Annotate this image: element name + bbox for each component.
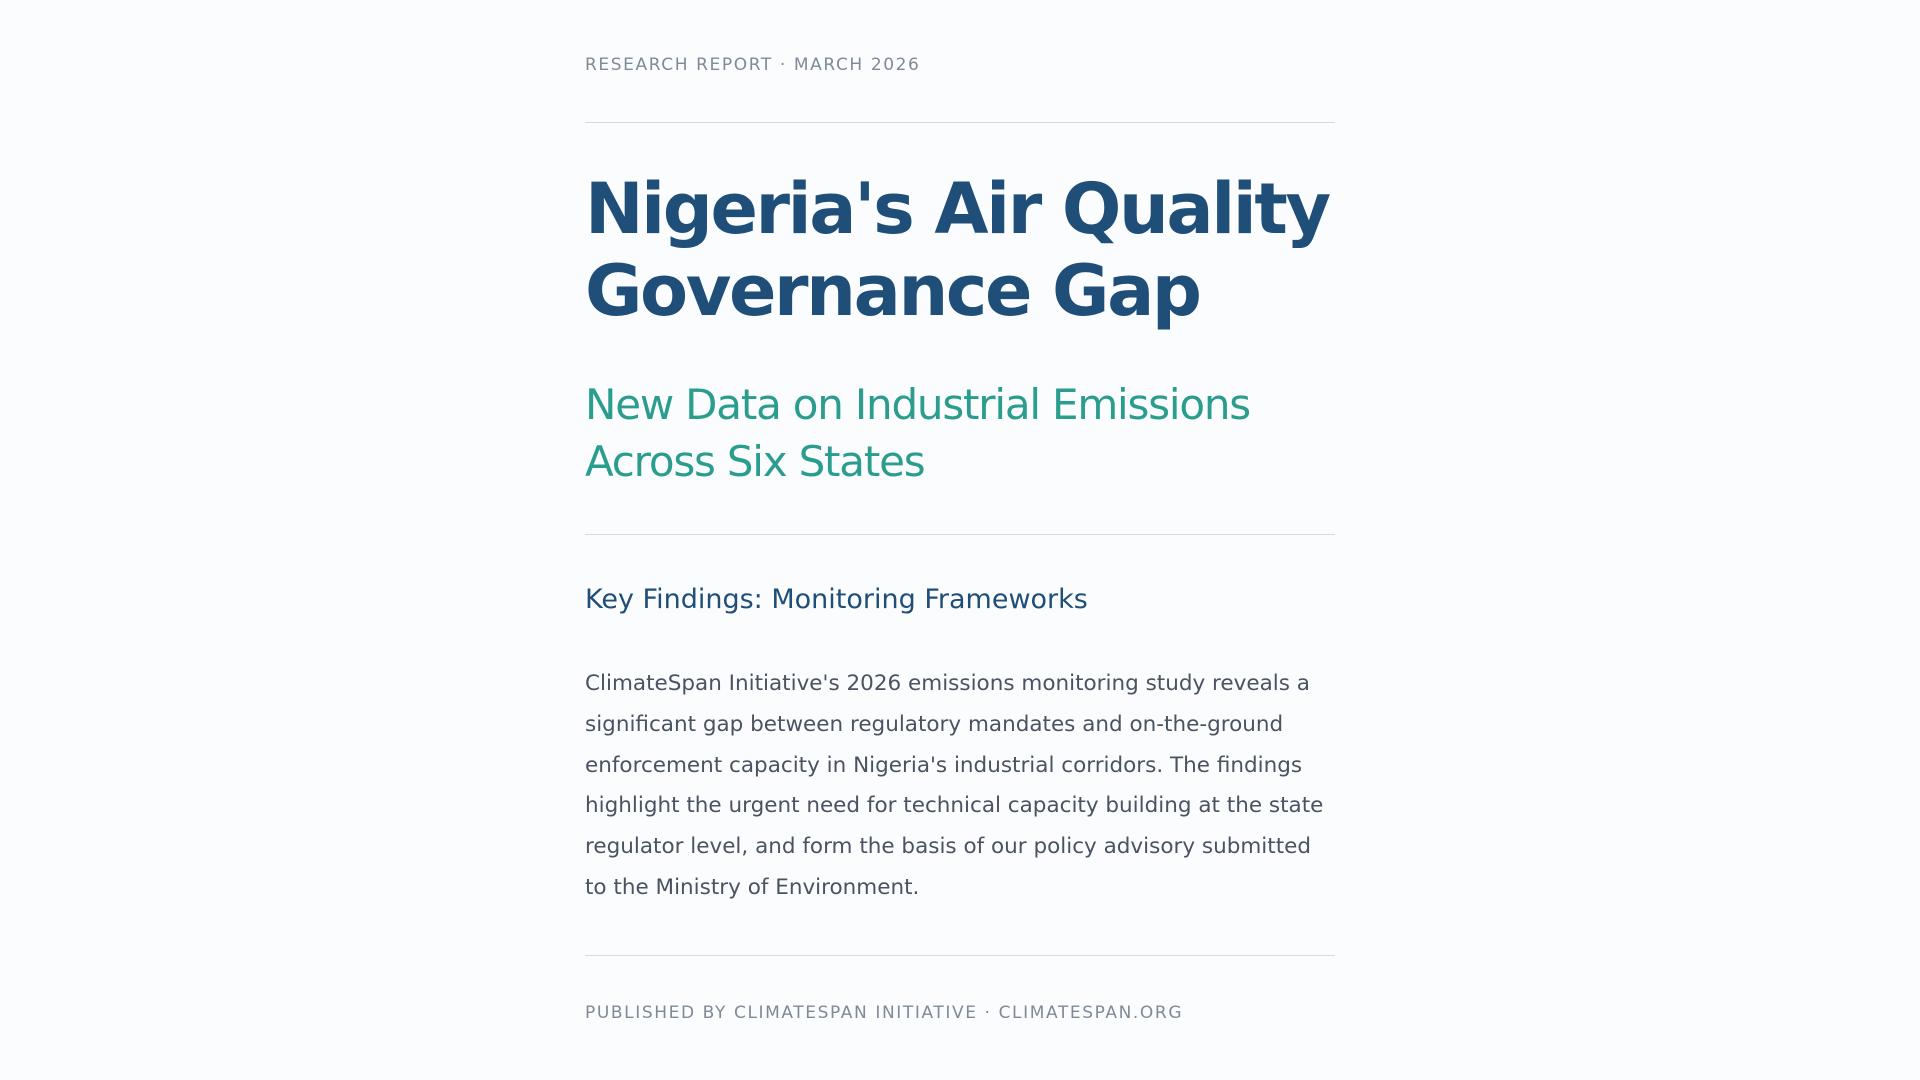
report-eyebrow: RESEARCH REPORT · MARCH 2026 — [585, 55, 921, 75]
bottom-divider — [585, 955, 1335, 956]
section-heading: Key Findings: Monitoring Frameworks — [585, 584, 1088, 615]
report-subtitle: New Data on Industrial Emissions Across Six States — [585, 380, 1250, 486]
body-paragraph: ClimateSpan Initiative's 2026 emissions monitoring study reveals a significant gap between regulatory mandates and on-the-ground enforcement capacity in Nigeria's industrial corridors. The findings highlight the urgent need for technical capacity building at the state regulator level, and form the basis of our policy advisory submitted to the Ministry of Environment. — [585, 671, 1324, 900]
publisher-footer: PUBLISHED BY CLIMATESPAN INITIATIVE · CLIMATESPAN.ORG — [585, 1003, 1184, 1023]
top-divider — [585, 122, 1335, 123]
middle-divider — [585, 534, 1335, 535]
report-title: Nigeria's Air Quality Governance Gap — [585, 168, 1329, 332]
